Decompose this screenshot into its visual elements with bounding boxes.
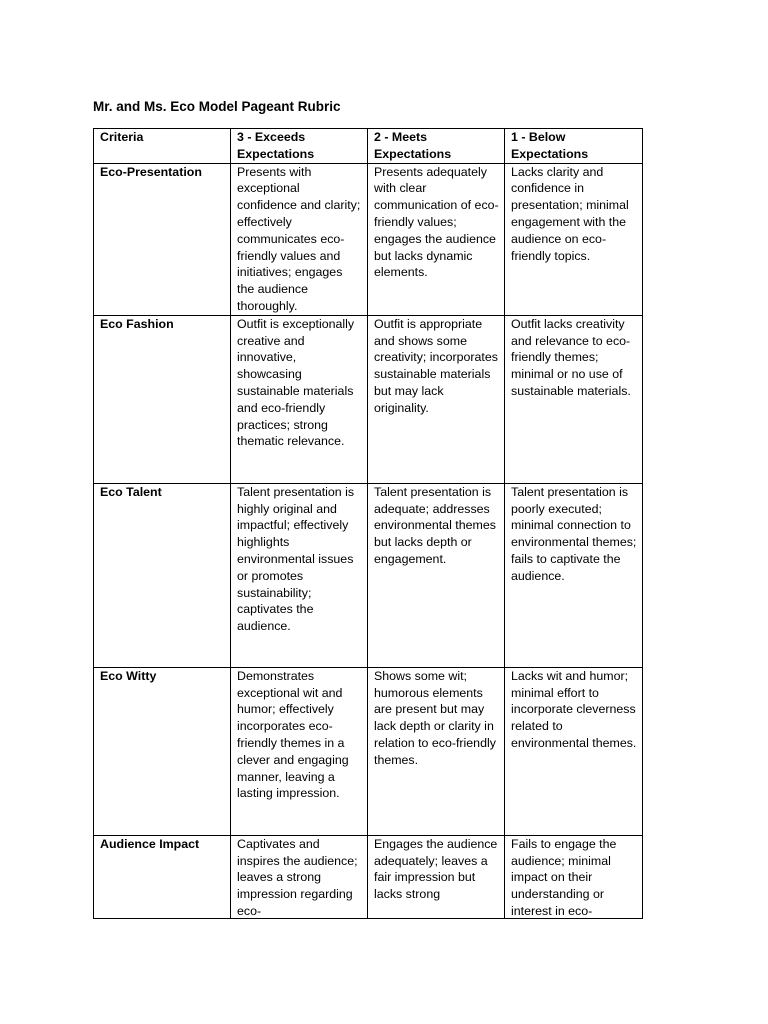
exceeds-cell: Presents with exceptional confidence and clarity; effectively communicates eco-friendly values and initiatives; engages the audience thoroughly. — [231, 163, 368, 315]
criterion-cell — [94, 835, 231, 918]
page-title: Mr. and Ms. Eco Model Pageant Rubric — [93, 99, 341, 114]
below-cell: Lacks wit and humor; minimal effort to incorporate cleverness related to environmental themes. — [505, 667, 643, 835]
header-meets-expectations: 2 - Meets Expectations — [368, 129, 505, 164]
rubric-table — [93, 128, 643, 919]
meets-cell: Talent presentation is adequate; addresses environmental themes but lacks depth or engagement. — [368, 483, 505, 667]
exceeds-cell: Outfit is exceptionally creative and innovative, showcasing sustainable materials and eco-friendly practices; strong thematic relevance. — [231, 315, 368, 483]
criterion-cell: Eco Witty — [94, 667, 231, 835]
meets-text: Engages the audience adequately; leaves a fair impression but lacks strong — [374, 836, 498, 902]
header-criteria: Criteria — [94, 129, 231, 164]
criterion-cell: Eco-Presentation — [94, 163, 231, 315]
header-below-expectations: 1 - Below Expectations — [505, 129, 643, 164]
meets-cell — [368, 835, 505, 918]
meets-cell: Shows some wit; humorous elements are present but may lack depth or clarity in relation to eco-friendly themes. — [368, 667, 505, 835]
meets-cell: Presents adequately with clear communication of eco-friendly values; engages the audience but lacks dynamic elements. — [368, 163, 505, 315]
exceeds-text: Captivates and inspires the audience; leaves a strong impression regarding eco- — [237, 836, 358, 918]
below-cell: Talent presentation is poorly executed; minimal connection to environmental themes; fails to captivate the audience. — [505, 483, 643, 667]
exceeds-cell: Talent presentation is highly original and impactful; effectively highlights environmental issues or promotes sustainability; captivates the audience. — [231, 483, 368, 667]
table-row — [94, 667, 643, 835]
table-row — [94, 163, 643, 315]
table-header-row — [94, 129, 643, 164]
below-cell — [505, 835, 643, 918]
meets-cell: Outfit is appropriate and shows some creativity; incorporates sustainable materials but may lack originality. — [368, 315, 505, 483]
criterion-cell: Eco Fashion — [94, 315, 231, 483]
table-row — [94, 835, 643, 918]
header-exceeds-expectations: 3 - Exceeds Expectations — [231, 129, 368, 164]
criterion-cell: Eco Talent — [94, 483, 231, 667]
criterion-text: Audience Impact — [100, 836, 200, 851]
exceeds-cell — [231, 835, 368, 918]
below-text: Fails to engage the audience; minimal impact on their understanding or interest in eco- — [511, 836, 617, 918]
table-row — [94, 315, 643, 483]
below-cell: Lacks clarity and confidence in presentation; minimal engagement with the audience on eco-friendly topics. — [505, 163, 643, 315]
exceeds-cell: Demonstrates exceptional wit and humor; effectively incorporates eco-friendly themes in a clever and engaging manner, leaving a lasting impression. — [231, 667, 368, 835]
table-row — [94, 483, 643, 667]
below-cell: Outfit lacks creativity and relevance to eco-friendly themes; minimal or no use of sustainable materials. — [505, 315, 643, 483]
